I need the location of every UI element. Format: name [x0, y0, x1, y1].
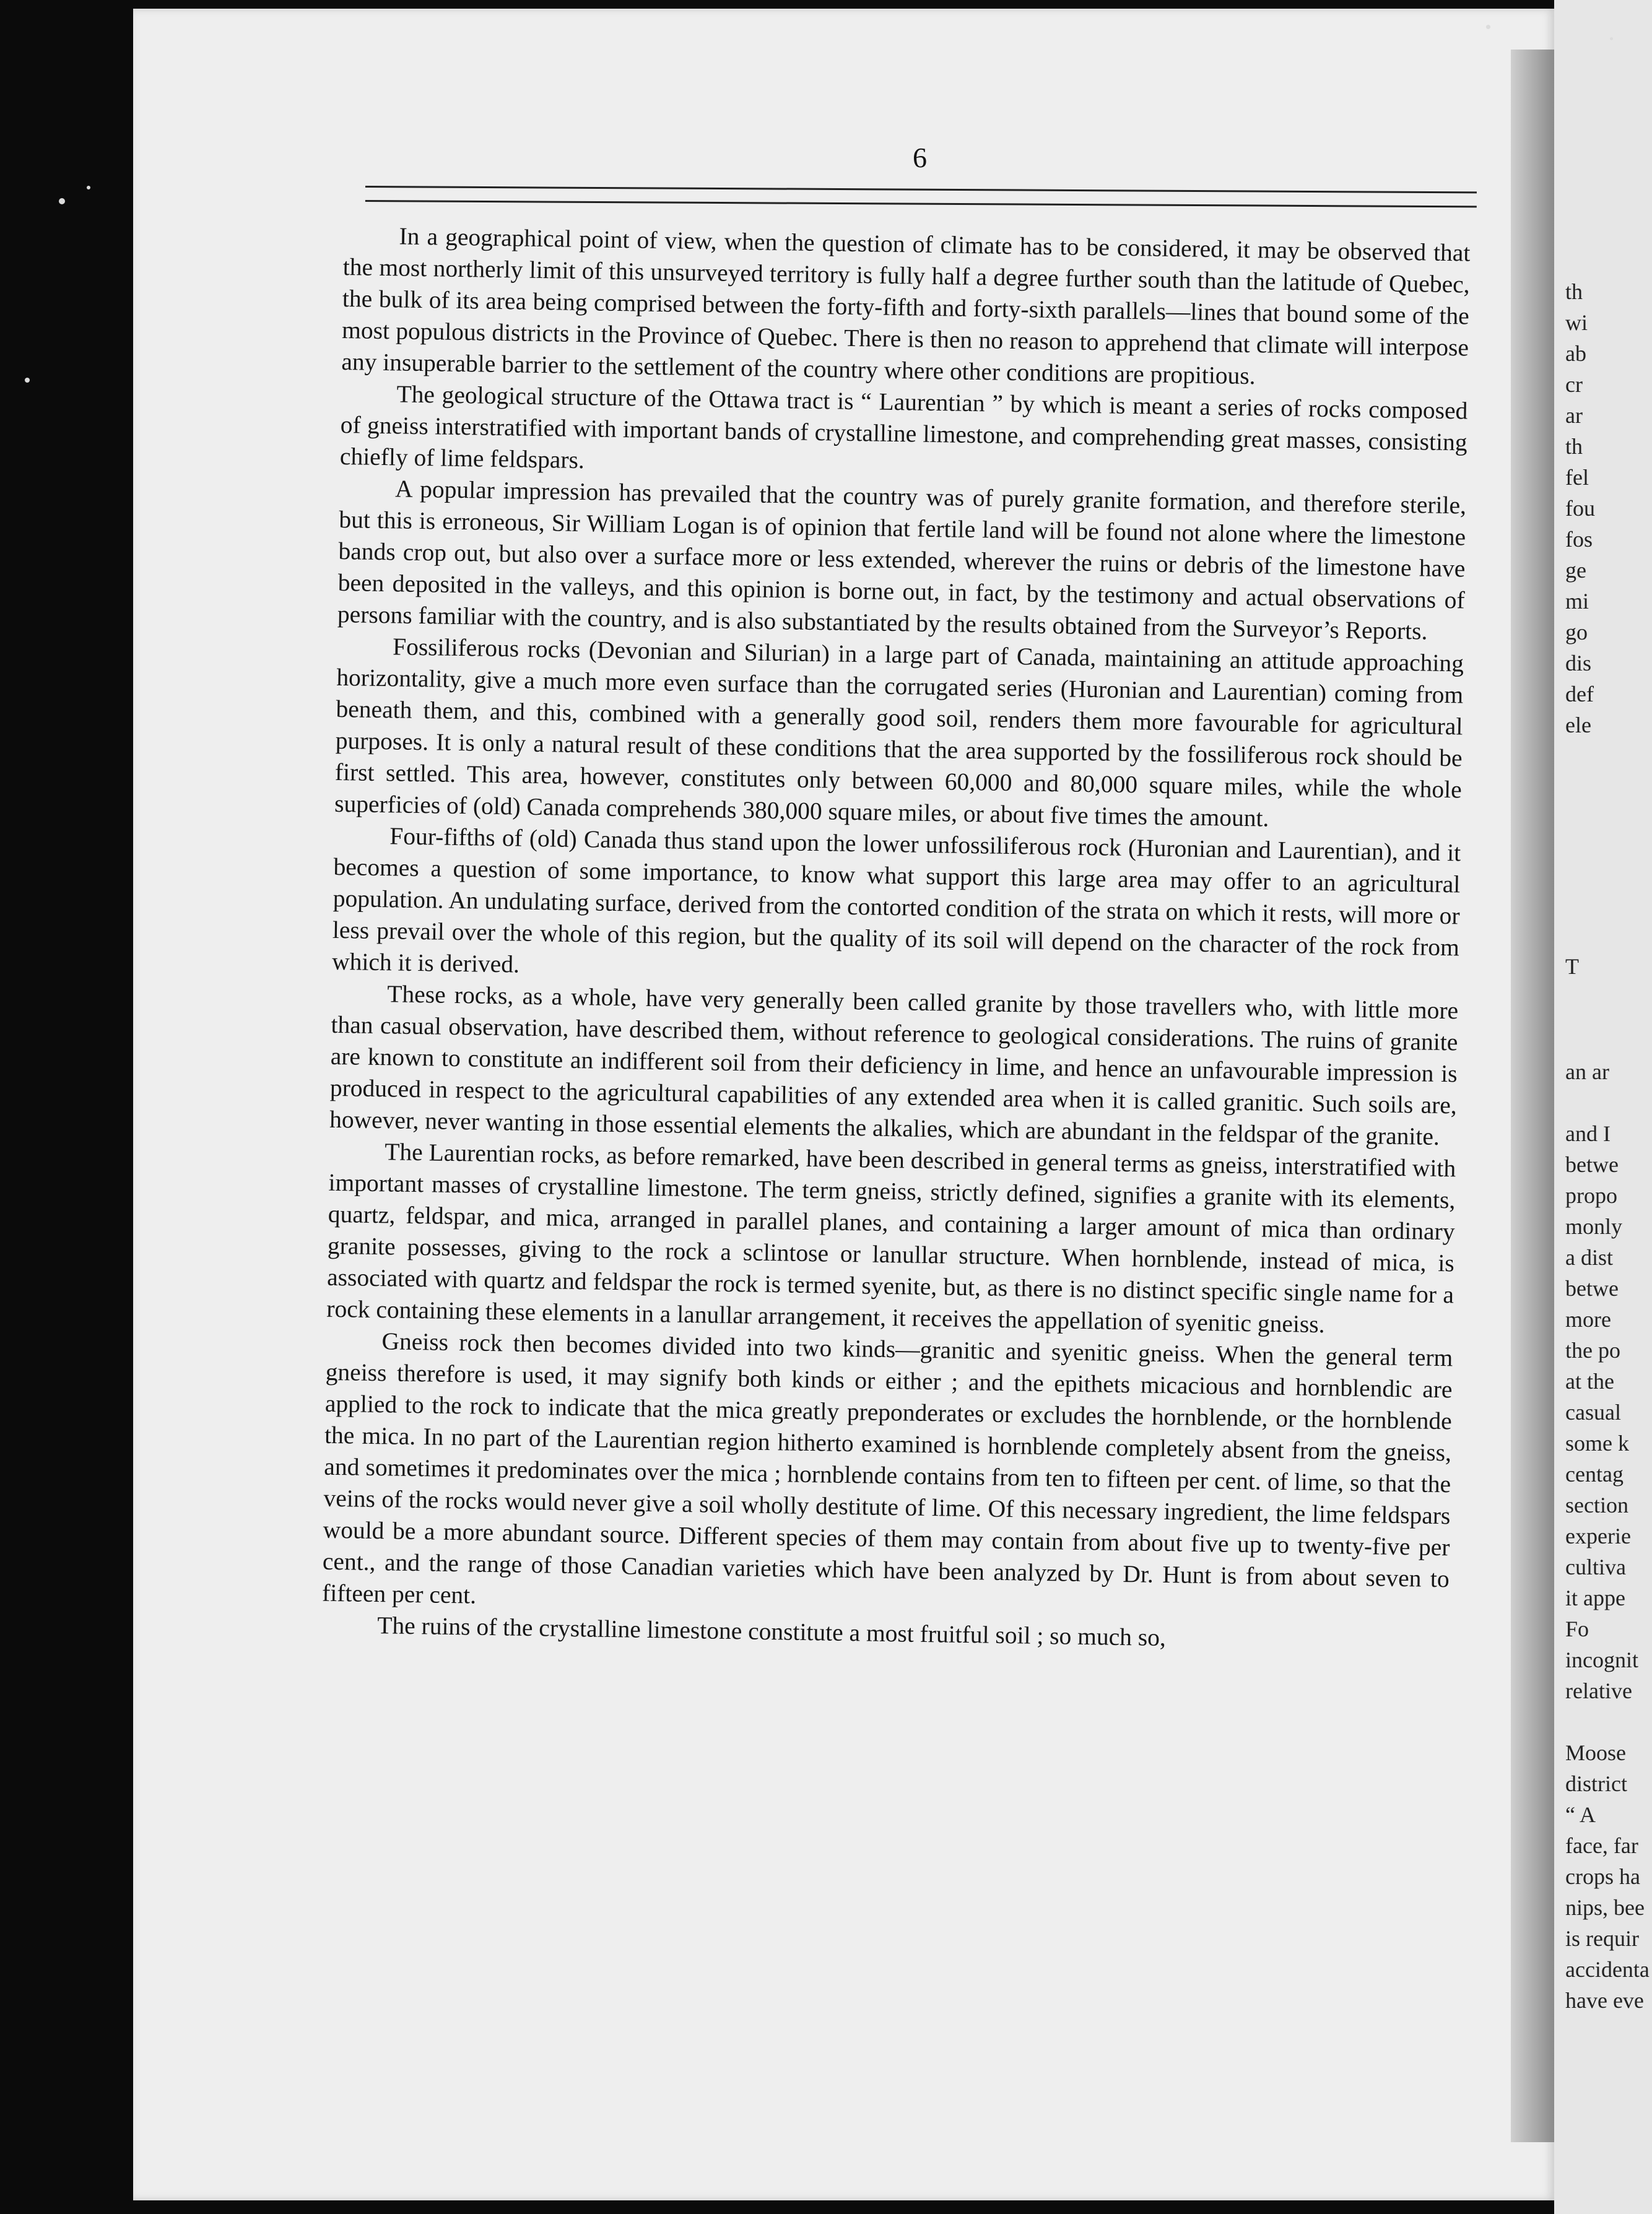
- next-page-fragment: propo: [1565, 1183, 1617, 1208]
- next-page-fragment: accidenta: [1565, 1957, 1650, 1982]
- next-page-fragment: def: [1565, 682, 1594, 706]
- next-page-fragment: fou: [1565, 496, 1595, 521]
- next-page-fragment: go: [1565, 620, 1588, 645]
- next-page-fragment: wi: [1565, 310, 1588, 335]
- film-dust-speck: [59, 198, 65, 204]
- paragraph: Fossiliferous rocks (Devonian and Silurian) in a large part of Canada, maintaining an attitude approaching horizontality, give a much more even surface than the corrugated series (Huronian and Laurentian) coming from beneath them, and this, combined with a generally good soil, renders them more favourable for agricultural purposes. It is only a natural result of these conditions that the area supported by the fossiliferous rock should be first settled. This area, however, constitutes only between 60,000 and 80,000 square miles, while the whole superficies of (old) Canada comprehends 380,000 square miles, or about five times the amount.: [334, 633, 1464, 832]
- next-page-fragment: district: [1565, 1771, 1627, 1796]
- next-page-fragment: th: [1565, 434, 1583, 459]
- next-page-fragment: experie: [1565, 1524, 1631, 1548]
- next-page-fragment: betwe: [1565, 1276, 1619, 1301]
- paragraph: These rocks, as a whole, have very generally been called granite by those travellers who, with little more than casual observation, have described them, without reference to geological considerations. The ruins of granite are known to constitute an indifferent soil from their deficiency in lime, and hence an unfavourable impression is produced in respect to the agricultural capabilities of any extended area when it is called granitic. Such soils are, however, never wanting in those essential elements the alkalies, which are abundant in the feldspar of the granite.: [329, 980, 1459, 1150]
- page-number: 6: [913, 142, 927, 173]
- next-page-fragment: is requir: [1565, 1926, 1639, 1951]
- paragraph: A popular impression has prevailed that the country was of purely granite formation, and therefore sterile, but this is erroneous, Sir William Logan is of opinion that fertile land will be found not alone where the limestone bands crop out, but also over a surface more or less extended, wherever the ruins or debris of the limestone have been deposited in the valleys, and this opinion is borne out, in fact, by the testimony and actual observations of persons familiar with the country, and is also substantiated by the results obtained from the Surveyor’s Reports.: [337, 475, 1467, 645]
- paragraph: The Laurentian rocks, as before remarked, have been described in general terms as gneiss, interstratified with important masses of crystalline limestone. The term gneiss, strictly defined, signifies a granite with its elements, quartz, feldspar, and mica, arranged in parallel planes, and containing a larger amount of mica than ordinary granite possesses, giving to the rock a sclintose or lanullar structure. When hornblende, instead of mica, is associated with quartz and feldspar the rock is termed syenite, but, as there is no distinct specific single name for a rock containing these elements in a lanullar arrangement, it receives the appellation of syenitic gneiss.: [326, 1138, 1456, 1339]
- next-page-fragment: crops ha: [1565, 1864, 1640, 1889]
- next-page-fragment: cr: [1565, 372, 1583, 397]
- next-page-fragment: it appe: [1565, 1586, 1625, 1610]
- body-text: [321, 220, 1471, 1658]
- next-page-fragment: betwe: [1565, 1152, 1619, 1177]
- next-page-fragment: relative: [1565, 1678, 1632, 1703]
- next-page-fragment: T: [1565, 954, 1579, 979]
- next-page-fragment: Fo: [1565, 1617, 1589, 1641]
- next-page-fragment: more: [1565, 1307, 1611, 1332]
- film-dust-speck: [1486, 25, 1490, 29]
- film-dust-speck: [87, 186, 90, 189]
- next-page-fragment: dis: [1565, 651, 1592, 675]
- next-page-fragment: th: [1565, 279, 1583, 304]
- next-page-fragment: fel: [1565, 465, 1589, 490]
- next-page-fragment: cultiva: [1565, 1555, 1626, 1579]
- paragraph: The ruins of the crystalline limestone constitute a most fruitful soil ; so much so,: [377, 1612, 1167, 1652]
- paragraph: Four-fifths of (old) Canada thus stand upon the lower unfossiliferous rock (Huronian and Laurentian), and it becomes a question of some importance, to know what support this large area may offer to an agricultural population. An undulating surface, derived from the contorted condition of the strata on which it rests, will more or less prevail over the whole of this region, but the quality of its soil will depend on the character of the rock from which it is derived.: [331, 822, 1461, 978]
- next-page-fragment: ge: [1565, 558, 1586, 583]
- next-page-fragment: ar: [1565, 403, 1583, 428]
- paragraph: Gneiss rock then becomes divided into two kinds—granitic and syenitic gneiss. When the general term gneiss therefore is used, it may signify both kinds or either ; and the epithets micacious and hornblendic are applied to the rock to indicate that the mica greatly preponderates or excludes the hornblende, or the hornblende the mica. In no part of the Laurentian region hitherto examined is hornblende completely absent from the gneiss, and sometimes it predominates over the mica ; hornblende contains from ten to fifteen per cent. of lime, so that the veins of the rocks would never give a soil wholly destitute of lime. Of this necessary ingredient, the lime feldspars would be a more abundant source. Different species of them may contain from about five up to twenty-five per cent., and the range of those Canadian varieties which have been analyzed by Dr. Hunt is from about seven to fifteen per cent.: [321, 1327, 1453, 1609]
- adjacent-page-strip: [1554, 0, 1652, 2214]
- film-dust-speck: [25, 378, 30, 383]
- next-page-fragment: some k: [1565, 1431, 1629, 1456]
- next-page-fragment: the po: [1565, 1338, 1620, 1363]
- next-page-fragment: have eve: [1565, 1988, 1644, 2013]
- next-page-fragment: “ A: [1565, 1802, 1596, 1827]
- next-page-fragment: monly: [1565, 1214, 1623, 1239]
- next-page-fragment: ab: [1565, 341, 1586, 366]
- next-page-fragment: fos: [1565, 527, 1593, 552]
- page-fold-shadow: [1511, 50, 1554, 2142]
- next-page-fragment: incognit: [1565, 1647, 1638, 1672]
- next-page-fragment: an ar: [1565, 1059, 1609, 1084]
- next-page-fragment: casual: [1565, 1400, 1621, 1425]
- next-page-fragment: section: [1565, 1493, 1628, 1517]
- next-page-fragment: a dist: [1565, 1245, 1613, 1270]
- next-page-fragment: and I: [1565, 1121, 1611, 1146]
- next-page-fragment: ele: [1565, 713, 1591, 737]
- next-page-fragment: Moose: [1565, 1740, 1626, 1765]
- paragraph: In a geographical point of view, when the question of climate has to be considered, it may be observed that the most northerly limit of this unsurveyed territory is fully half a degree further south than the latitude of Quebec, the bulk of its area being comprised between the forty-fifth and forty-sixth parallels—lines that bound some of the most populous districts in the Province of Quebec. There is then no reason to apprehend that climate will interpose any insuperable barrier to the settlement of the country where other conditions are propitious.: [341, 222, 1471, 390]
- next-page-fragment: mi: [1565, 589, 1589, 614]
- paragraph: The geological structure of the Ottawa tract is “ Laurentian ” by which is meant a series of rocks composed of gneiss interstratified with important bands of crystalline limestone, and comprehending great masses, consisting chiefly of lime feldspars.: [339, 380, 1468, 474]
- next-page-fragment: nips, bee: [1565, 1895, 1645, 1920]
- next-page-fragment: centag: [1565, 1462, 1624, 1487]
- next-page-fragment: at the: [1565, 1369, 1614, 1394]
- next-page-fragment: face, far: [1565, 1833, 1638, 1858]
- film-dust-speck: [1610, 37, 1613, 40]
